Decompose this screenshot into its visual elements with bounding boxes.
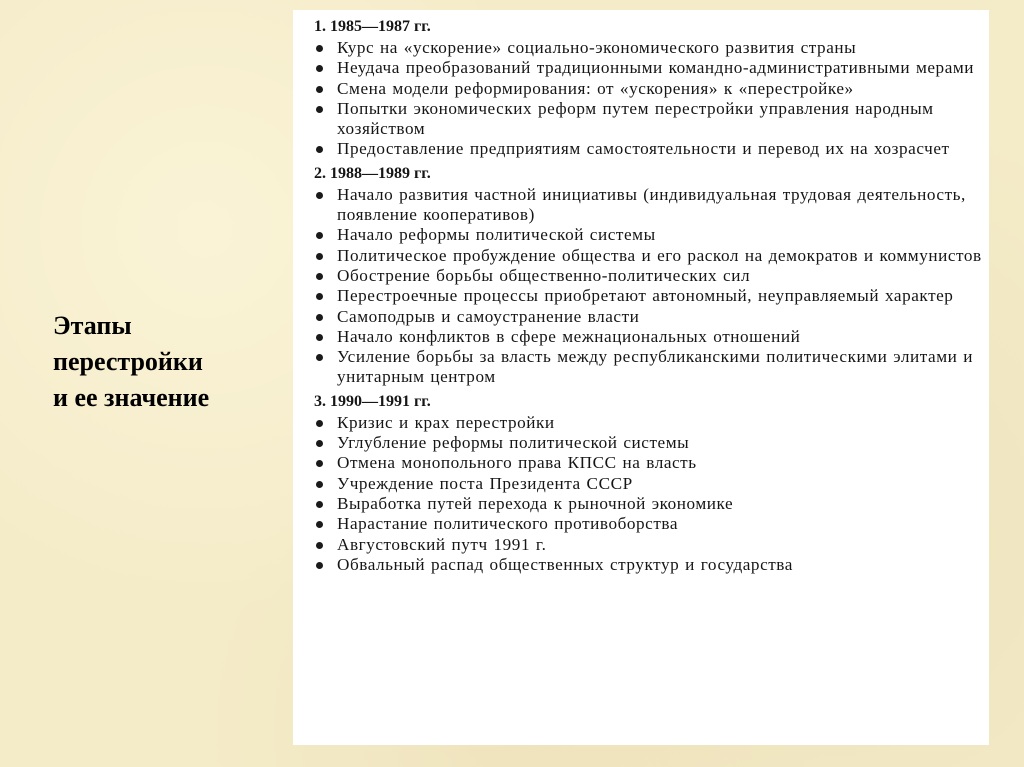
list-item [314, 266, 983, 286]
list-item-text: Усиление борьбы за власть между республиканскими политическими элитами и унитарным центром [337, 347, 973, 387]
period-header: 3. 1990—1991 гг. [314, 392, 431, 410]
bullet-icon [316, 440, 323, 447]
period-header: 2. 1988—1989 гг. [314, 164, 431, 182]
bullet-icon [316, 501, 323, 508]
bullet-icon [316, 45, 323, 52]
slide-title-line: перестройки [53, 347, 203, 376]
bullet-icon [316, 542, 323, 549]
list-item [314, 307, 983, 327]
list-item [314, 535, 983, 555]
bullet-icon [316, 86, 323, 93]
list-item [314, 555, 983, 575]
list-item [314, 413, 983, 433]
list-item [314, 99, 983, 140]
bullet-icon [316, 562, 323, 569]
list-item-text: Нарастание политического противоборства [337, 514, 679, 534]
list-item-text: Начало реформы политической системы [337, 225, 656, 245]
list-item [314, 79, 983, 99]
list-item-text: Начало развития частной инициативы (индивидуальная трудовая деятельность, появление кооперативов) [337, 184, 966, 225]
list-item [314, 58, 983, 78]
bullet-icon [316, 65, 323, 72]
bullet-icon [316, 334, 323, 341]
list-item [314, 286, 983, 306]
list-item [314, 474, 983, 494]
period-items-list [314, 413, 983, 575]
periods-table [293, 10, 989, 745]
slide-title-line: и ее значение [53, 383, 210, 412]
bullet-icon [316, 314, 323, 321]
list-item-text: Учреждение поста Президента СССР [337, 473, 633, 493]
list-item-text: Курс на «ускорение» социально-экономического развития страны [337, 38, 857, 57]
list-item-text: Самоподрыв и самоустранение власти [337, 306, 640, 326]
list-item-text: Предоставление предприятиям самостоятельности и перевод их на хозрасчет [337, 139, 950, 159]
bullet-icon [316, 106, 323, 113]
list-item [314, 494, 983, 514]
slide-title-line: Этапы [53, 311, 132, 340]
list-item-text: Обвальный распад общественных структур и государства [337, 554, 793, 574]
bullet-icon [316, 420, 323, 427]
list-item [314, 139, 983, 159]
bullet-icon [316, 253, 323, 260]
list-item [314, 246, 983, 266]
bullet-icon [316, 481, 323, 488]
list-item-text: Августовский путч 1991 г. [337, 534, 547, 554]
bullet-icon [316, 293, 323, 300]
list-item [314, 514, 983, 534]
list-item [314, 433, 983, 453]
list-item-text: Неудача преобразований традиционными командно-административными мерами [337, 58, 975, 78]
bullet-icon [316, 192, 323, 199]
list-item-text: Начало конфликтов в сфере межнациональных отношений [337, 326, 801, 346]
bullet-icon [316, 273, 323, 280]
list-item-text: Углубление реформы политической системы [337, 433, 690, 453]
list-item-text: Выработка путей перехода к рыночной экономике [337, 493, 734, 513]
period-items-list [314, 38, 983, 160]
list-item-text: Отмена монопольного права КПСС на власть [337, 453, 697, 473]
period-header: 1. 1985—1987 гг. [314, 18, 431, 35]
bullet-icon [316, 232, 323, 239]
list-item [314, 347, 983, 388]
list-item-text: Смена модели реформирования: от «ускорения» к «перестройке» [337, 78, 854, 98]
slide-title [53, 308, 283, 416]
bullet-icon [316, 521, 323, 528]
list-item-text: Политическое пробуждение общества и его раскол на демократов и коммунистов [337, 245, 982, 265]
list-item [314, 185, 983, 226]
list-item [314, 327, 983, 347]
list-item [314, 38, 983, 58]
list-item-text: Кризис и крах перестройки [337, 412, 555, 432]
list-item-text: Перестроечные процессы приобретают автономный, неуправляемый характер [337, 286, 954, 306]
list-item-text: Попытки экономических реформ путем перестройки управления народным хозяйством [337, 98, 934, 139]
list-item [314, 225, 983, 245]
bullet-icon [316, 146, 323, 153]
list-item-text: Обострение борьбы общественно-политических сил [337, 265, 751, 285]
list-item [314, 453, 983, 473]
bullet-icon [316, 354, 323, 361]
bullet-icon [316, 460, 323, 467]
period-items-list [314, 185, 983, 388]
